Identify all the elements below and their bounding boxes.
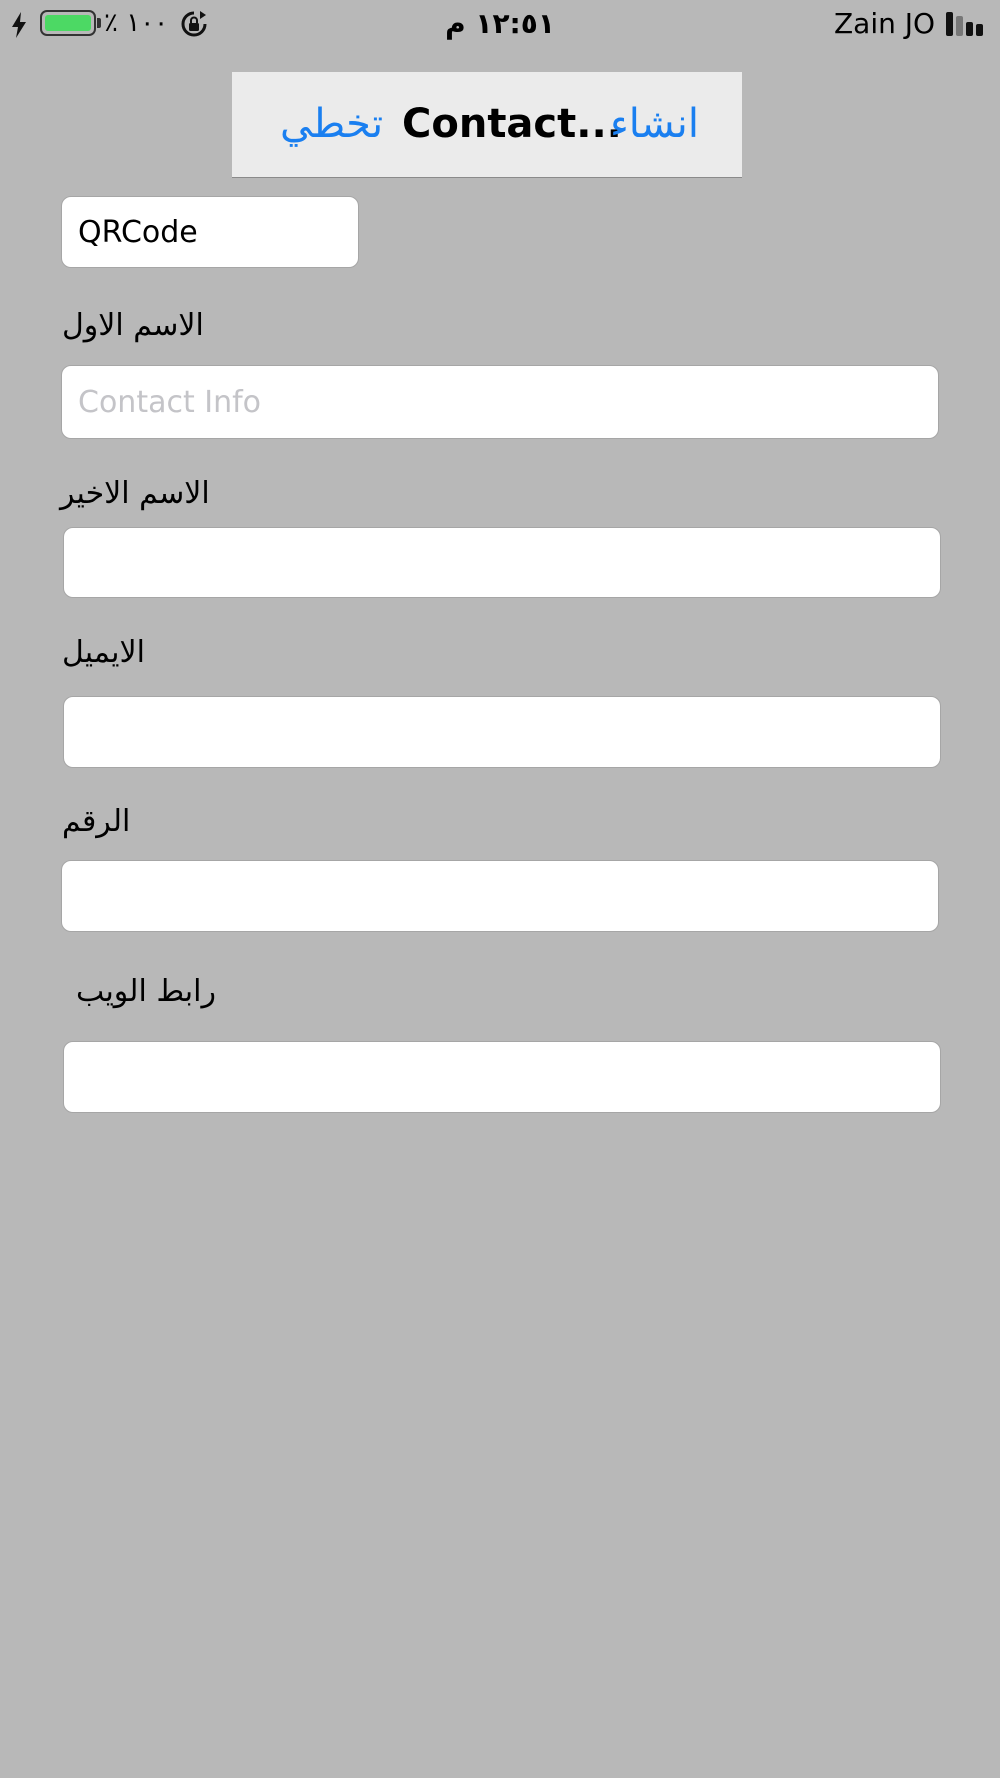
navigation-bar (232, 72, 742, 178)
carrier-name: Zain JO (834, 7, 936, 40)
qr-type-field[interactable] (61, 196, 359, 268)
battery-percentage: ٪ ١٠٠ (104, 8, 169, 38)
create-button[interactable]: انشاء (610, 101, 699, 147)
nav-title: Contact... (402, 101, 622, 147)
first-name-input[interactable] (61, 365, 939, 439)
status-time: ١٢:٥١ م (445, 7, 555, 40)
skip-button[interactable]: تخطي (280, 101, 384, 147)
signal-bars-icon (946, 12, 990, 36)
first-name-label: الاسم الاول (62, 308, 204, 343)
email-label: الايميل (62, 635, 145, 670)
last-name-label: الاسم الاخير (60, 476, 210, 511)
phone-input[interactable] (61, 860, 939, 932)
website-label: رابط الويب (76, 974, 216, 1009)
battery-level-fill (45, 15, 91, 31)
charging-bolt-icon (10, 12, 28, 38)
rotation-lock-icon (180, 10, 208, 38)
last-name-input[interactable] (63, 527, 941, 598)
email-input[interactable] (63, 696, 941, 768)
status-bar (0, 0, 1000, 50)
website-input[interactable] (63, 1041, 941, 1113)
battery-cap (97, 18, 101, 28)
battery-icon (40, 10, 96, 36)
phone-label: الرقم (62, 804, 131, 839)
